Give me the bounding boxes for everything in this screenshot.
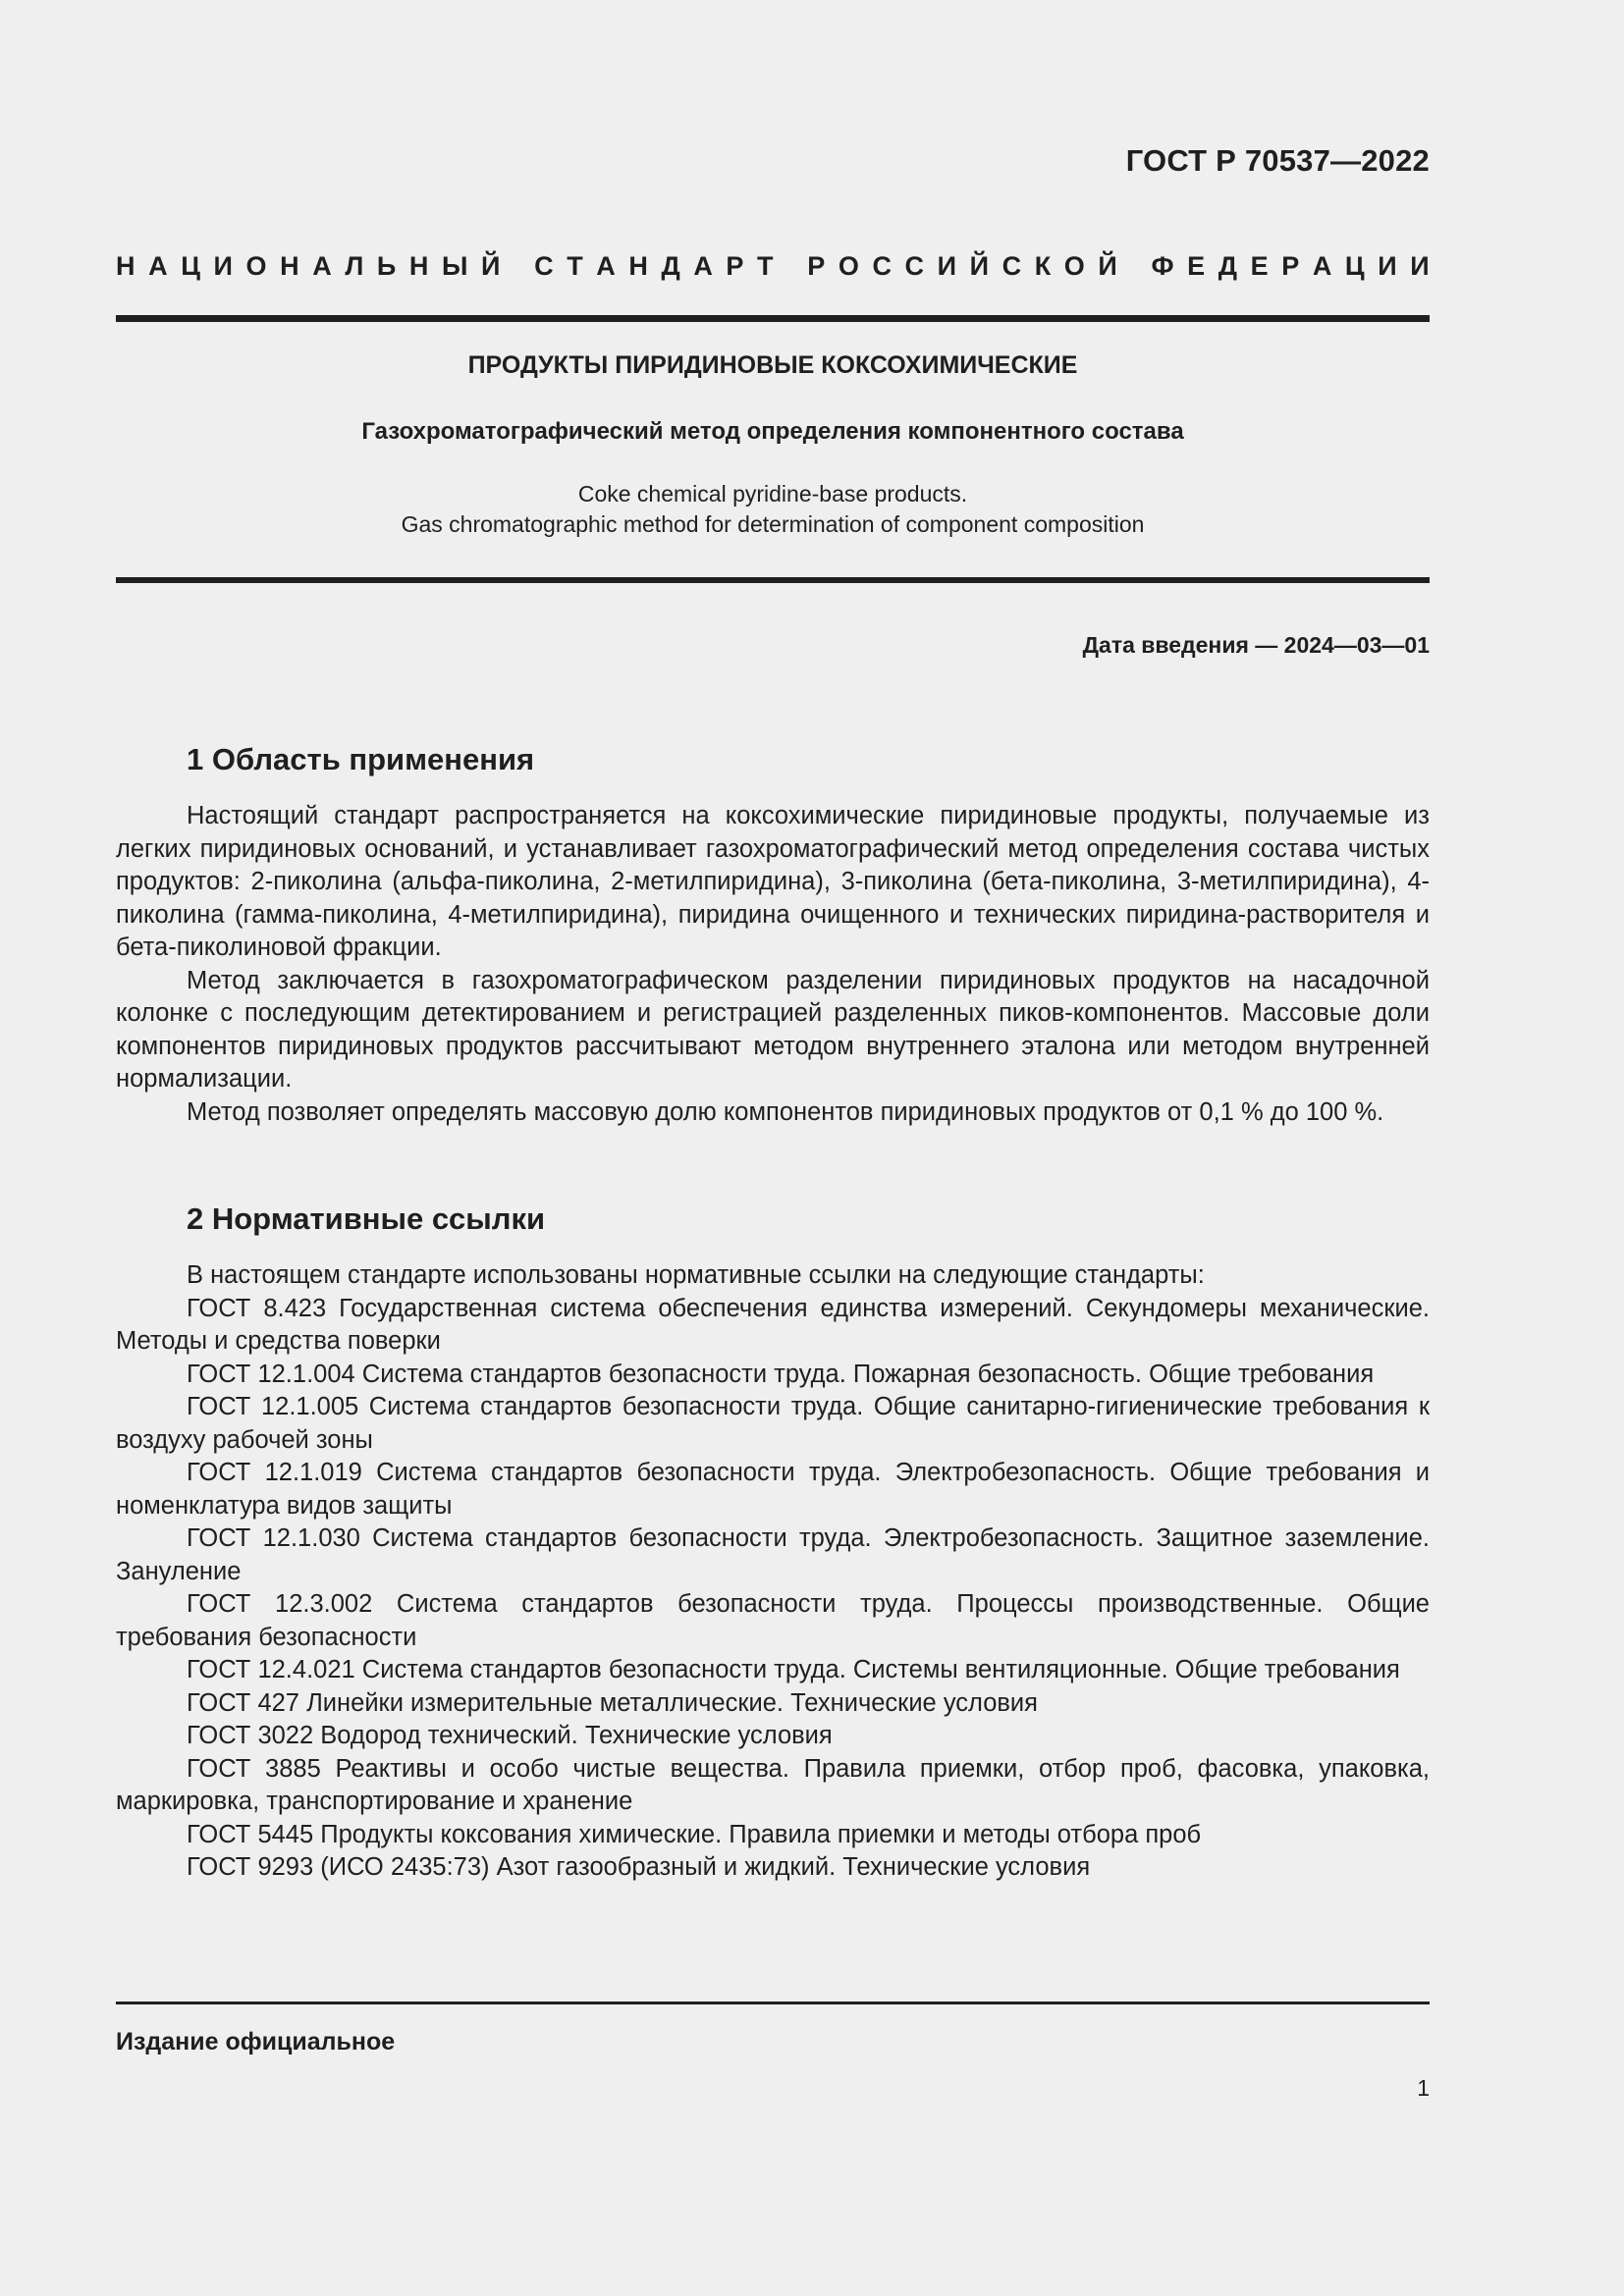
letter: Н — [280, 251, 299, 281]
introduction-date: Дата введения — 2024—03—01 — [1082, 632, 1430, 658]
letter: Ы — [441, 251, 468, 281]
paragraph: Метод позволяет определять массовую долю компонентов пиридиновых продуктов от 0,1 % до 100 %. — [187, 1097, 1384, 1126]
letter: Н — [628, 251, 648, 281]
letter — [1130, 251, 1138, 282]
letter: Е — [1187, 251, 1206, 281]
reference-item: ГОСТ 5445 Продукты коксования химические. Правила приемки и методы отбора проб — [187, 1820, 1202, 1848]
letter: И — [1410, 251, 1430, 281]
page-number: 1 — [1417, 2075, 1430, 2101]
letter: С — [1001, 251, 1022, 281]
letter: А — [693, 251, 713, 281]
letter: Ц — [181, 251, 200, 281]
letter — [786, 251, 794, 282]
official-edition-label: Издание официальное — [116, 2028, 396, 2056]
reference-item: ГОСТ 12.1.004 Система стандартов безопасности труда. Пожарная безопасность. Общие требования — [187, 1360, 1375, 1388]
letter: Е — [1250, 251, 1269, 281]
letter: А — [148, 251, 168, 281]
letter: И — [937, 251, 957, 281]
reference-item: ГОСТ 3022 Водород технический. Технические условия — [187, 1722, 833, 1749]
letter: Ц — [1344, 251, 1365, 281]
letter: И — [213, 251, 233, 281]
reference-item: ГОСТ 8.423 Государственная система обеспечения единства измерений. Секундомеры механические. Методы и средства поверки — [116, 1294, 1430, 1355]
title-rule — [116, 577, 1430, 583]
reference-item: ГОСТ 12.4.021 Система стандартов безопасности труда. Системы вентиляционные. Общие требования — [187, 1656, 1400, 1683]
letter — [514, 251, 521, 282]
letter: Р — [726, 251, 744, 281]
letter: Д — [661, 251, 680, 281]
footer-rule — [116, 2002, 1430, 2004]
letter: Р — [807, 251, 826, 281]
reference-item: ГОСТ 427 Линейки измерительные металлические. Технические условия — [187, 1688, 1038, 1717]
letter: С — [872, 251, 892, 281]
letter: Й — [480, 251, 501, 281]
letter: Т — [567, 251, 583, 281]
letter: О — [838, 251, 859, 281]
letter: А — [312, 251, 332, 281]
letter: Д — [1218, 251, 1238, 281]
section-heading: 2 Нормативные ссылки — [187, 1201, 546, 1236]
letter: Л — [345, 251, 364, 281]
document-title: ПРОДУКТЫ ПИРИДИНОВЫЕ КОКСОХИМИЧЕСКИЕ — [467, 351, 1078, 379]
letter: О — [245, 251, 267, 281]
document-subtitle: Газохроматографический метод определения компонентного состава — [361, 418, 1184, 445]
section-body — [116, 800, 1430, 1129]
paragraph: Настоящий стандарт распространяется на коксохимические пиридиновые продукты, получаемые из легких пиридиновых оснований, и устанавливает газохроматографический метод определения состава чистых продуктов: 2-пиколина (альфа-пиколина, 2-метилпиридина), 3-пиколина (бета-пиколина, 3-метилпиридина), 4-пиколина (гамма-пиколина, 4-метилпиридина), пиридина очищенного и технических пиридина-растворителя и бета-пиколиновой фракции. — [116, 802, 1430, 961]
letter: С — [534, 251, 554, 281]
letter: А — [1312, 251, 1332, 281]
letter: А — [596, 251, 616, 281]
reference-item: ГОСТ 9293 (ИСО 2435:73) Азот газообразный и жидкий. Технические условия — [187, 1853, 1091, 1881]
standard-code: ГОСТ Р 70537—2022 — [1125, 143, 1430, 178]
reference-item: ГОСТ 12.3.002 Система стандартов безопасности труда. Процессы производственные. Общие требования безопасности — [116, 1590, 1430, 1651]
letter: Й — [1098, 251, 1117, 281]
reference-item: ГОСТ 3885 Реактивы и особо чистые вещества. Правила приемки, отбор проб, фасовка, упаковка, маркировка, транспортирование и хранение — [116, 1754, 1430, 1815]
english-title — [116, 479, 1430, 540]
english-title-line: Coke chemical pyridine-base products. — [577, 481, 968, 507]
letter: Ф — [1151, 251, 1174, 281]
letter: К — [1034, 251, 1052, 281]
letter: Ь — [376, 251, 397, 281]
paragraph: Метод заключается в газохроматографическом разделении пиридиновых продуктов на насадочной колонке с последующим детектированием и регистрацией разделенных пиков-компонентов. Массовые доли компонентов пиридиновых продуктов рассчитывают методом внутреннего эталона или методом внутренней нормализации. — [116, 966, 1430, 1093]
letter: И — [1378, 251, 1397, 281]
letter: Й — [969, 251, 990, 281]
english-title-line: Gas chromatographic method for determination of component composition — [401, 511, 1145, 537]
letter: С — [904, 251, 925, 281]
header-rule — [116, 315, 1430, 322]
document-page — [116, 0, 1430, 2296]
reference-item: ГОСТ 12.1.019 Система стандартов безопасности труда. Электробезопасность. Общие требования и номенклатура видов защиты — [116, 1459, 1430, 1520]
paragraph: В настоящем стандарте использованы нормативные ссылки на следующие стандарты: — [187, 1261, 1205, 1289]
letter: Н — [408, 251, 429, 281]
section-heading: 1 Область применения — [187, 742, 535, 776]
letter: О — [1063, 251, 1085, 281]
letter: Р — [1281, 251, 1300, 281]
letter: Н — [116, 251, 135, 281]
section-body — [116, 1259, 1430, 1885]
letter: Т — [757, 251, 774, 281]
reference-item: ГОСТ 12.1.005 Система стандартов безопасности труда. Общие санитарно-гигиенические требования к воздуху рабочей зоны — [116, 1393, 1430, 1454]
reference-item: ГОСТ 12.1.030 Система стандартов безопасности труда. Электробезопасность. Защитное заземление. Зануление — [116, 1524, 1430, 1585]
national-standard-title — [116, 251, 1430, 282]
